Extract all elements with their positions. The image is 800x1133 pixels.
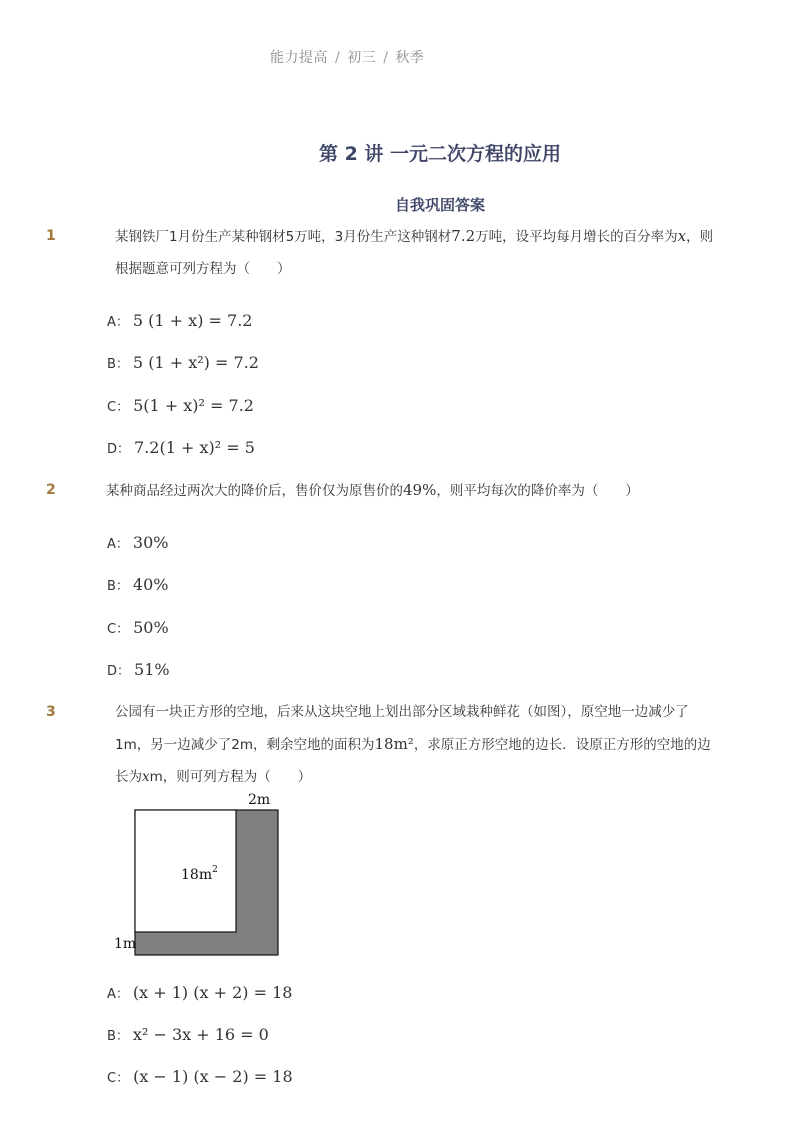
- option-formula: x² − 3x + 16 = 0: [132, 1025, 269, 1044]
- answer-option[interactable]: [107, 575, 168, 594]
- option-label: B：: [107, 1029, 129, 1044]
- option-label: C：: [107, 622, 130, 637]
- option-label: C：: [107, 400, 130, 415]
- answer-option[interactable]: [107, 1025, 269, 1044]
- breadcrumb: [270, 47, 424, 67]
- answer-option[interactable]: [107, 438, 255, 457]
- figure-label-top: 2m: [248, 792, 271, 808]
- question-number: 3: [46, 704, 56, 720]
- option-label: A：: [107, 987, 129, 1002]
- option-label: D：: [107, 442, 131, 457]
- option-label: B：: [107, 579, 129, 594]
- math-variable: x: [142, 769, 150, 785]
- answer-option[interactable]: [107, 660, 170, 679]
- question-text-part: 万吨，设平均每月增长的百分率为: [475, 229, 678, 245]
- question-text-part: 公园有一块正方形的空地，后来从这块空地上划出部分区域栽种鲜花（如图），原空地一边减少了1m，另一边减少了2m，剩余空地的面积为: [115, 704, 689, 753]
- option-label: A：: [107, 315, 129, 330]
- option-label: D：: [107, 664, 131, 679]
- option-formula: 5 (1 + x) = 7.2: [132, 311, 253, 330]
- math-value: 7.2: [451, 227, 476, 245]
- option-formula: 40%: [132, 575, 169, 594]
- option-label: A：: [107, 537, 129, 552]
- math-value: 18m²: [374, 735, 414, 753]
- breadcrumb-separator: /: [335, 50, 341, 66]
- option-formula: 50%: [133, 618, 169, 637]
- option-formula: 30%: [132, 533, 169, 552]
- figure-label-area: $18m^2$: [181, 865, 218, 883]
- breadcrumb-item[interactable]: 初三: [347, 50, 377, 66]
- breadcrumb-separator: /: [383, 50, 389, 66]
- answer-option[interactable]: [107, 533, 168, 552]
- option-label: C：: [107, 1071, 130, 1086]
- question-text-part: ，则平均每次的降价率为（ ）: [436, 483, 639, 499]
- math-value: 49%: [403, 481, 437, 499]
- square-garden-figure: [110, 788, 290, 958]
- question-text: [115, 696, 715, 793]
- question-text-part: 某种商品经过两次大的降价后，售价仅为原售价的: [106, 483, 403, 499]
- breadcrumb-item[interactable]: 秋季: [395, 50, 425, 66]
- math-variable: x: [677, 227, 687, 245]
- question-text-part: ，则根据题意可列方程为（ ）: [115, 229, 714, 277]
- question-text-part: 某钢铁厂1月份生产某种钢材5万吨，3月份生产这种钢材: [115, 229, 452, 245]
- question-number: 1: [46, 228, 56, 244]
- option-formula: 7.2(1 + x)² = 5: [134, 438, 255, 457]
- answer-option[interactable]: [107, 311, 252, 330]
- question-text: [106, 474, 726, 507]
- answer-option[interactable]: [107, 983, 292, 1002]
- section-title: 自我巩固答案: [394, 196, 485, 214]
- option-formula: 5 (1 + x²) = 7.2: [132, 353, 259, 372]
- option-formula: (x − 1) (x − 2) = 18: [133, 1067, 293, 1086]
- question-number: 2: [46, 482, 56, 498]
- question-text-part: m，则可列方程为（ ）: [149, 769, 312, 785]
- lecture-title: 第 2 讲 一元二次方程的应用: [318, 143, 562, 165]
- answer-option[interactable]: [107, 396, 254, 415]
- option-label: B：: [107, 357, 129, 372]
- option-formula: 51%: [134, 660, 170, 679]
- question-text: [115, 220, 715, 285]
- option-formula: (x + 1) (x + 2) = 18: [132, 983, 293, 1002]
- option-formula: 5(1 + x)² = 7.2: [133, 396, 254, 415]
- question-text-part: ，求原正方形空地的边长．设原正方形的空地的边长为: [115, 737, 711, 785]
- answer-option[interactable]: [107, 353, 259, 372]
- breadcrumb-item[interactable]: 能力提高: [270, 50, 328, 66]
- answer-option[interactable]: [107, 618, 169, 637]
- figure-label-side: 1m: [114, 936, 137, 952]
- answer-option[interactable]: [107, 1067, 293, 1086]
